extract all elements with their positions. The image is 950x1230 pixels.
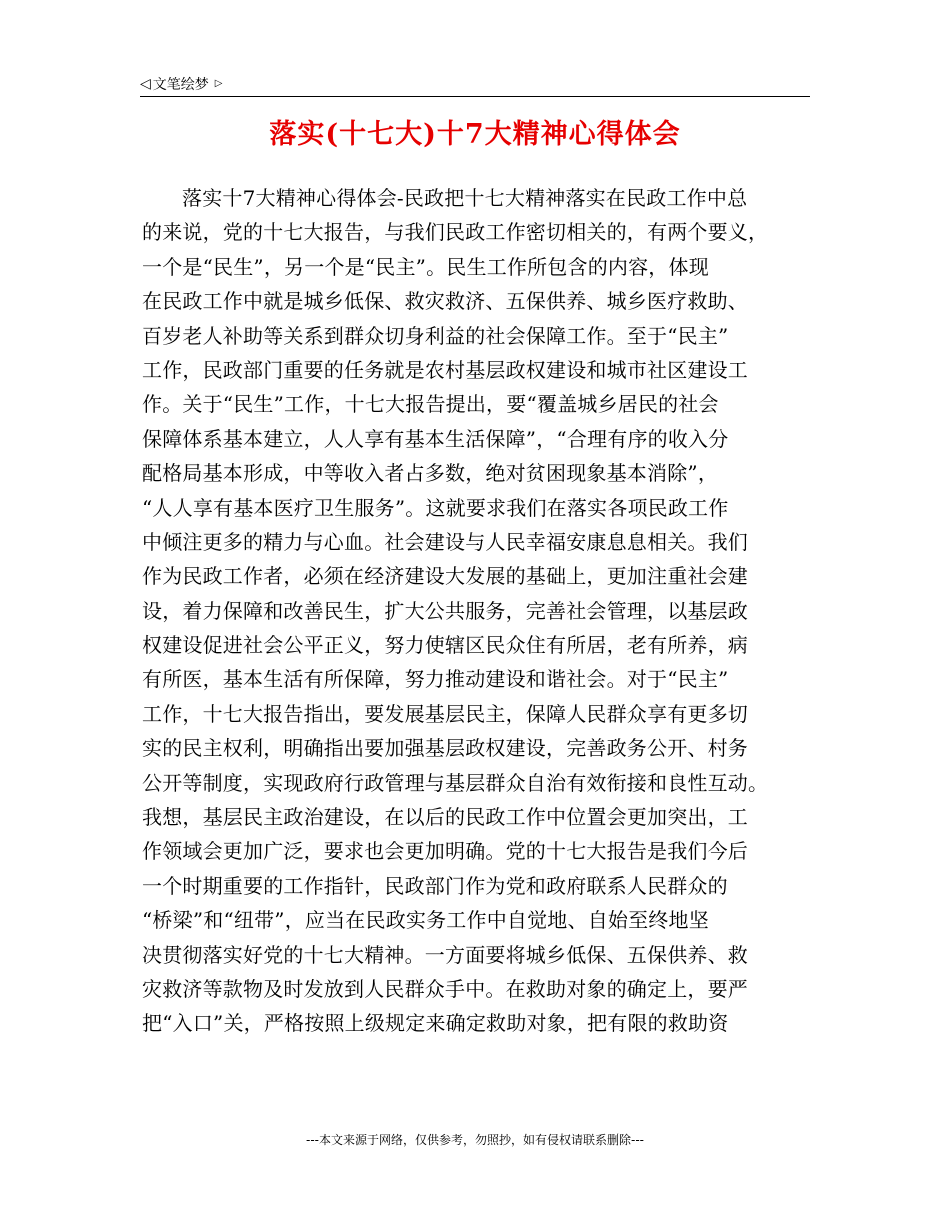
body-line: 灾救济等款物及时发放到人民群众手中。在救助对象的确定上，要严: [142, 976, 748, 1001]
body-line: 落实十7大精神心得体会-民政把十七大精神落实在民政工作中总: [182, 186, 748, 210]
body-line: 工作，十七大报告指出，要发展基层民主，保障人民群众享有更多切: [142, 701, 748, 726]
body-line: 权建设促进社会公平正义，努力使辖区民众住有所居，老有所养，病: [142, 633, 748, 658]
body-line: 一个时期重要的工作指针，民政部门作为党和政府联系人民群众的: [142, 873, 728, 898]
body-line: 实的民主权利，明确指出要加强基层政权建设，完善政务公开、村务: [142, 736, 748, 761]
body-line: 设，着力保障和改善民生，扩大公共服务，完善社会管理，以基层政: [142, 598, 748, 623]
page-footer: ---本文来源于网络，仅供参考，勿照抄，如有侵权请联系删除---: [306, 1133, 644, 1147]
body-line: “桥梁”和“纽带”，应当在民政实务工作中自觉地、自始至终地坚: [142, 908, 709, 933]
body-line: 作领域会更加广泛，要求也会更加明确。党的十七大报告是我们今后: [142, 839, 748, 864]
header-label: 文笔绘梦: [152, 77, 209, 93]
body-line: 百岁老人补助等关系到群众切身利益的社会保障工作。至于“民主”: [142, 323, 729, 348]
triangle-right-icon: ▷: [214, 78, 223, 89]
body-line: 一个是“民生”，另一个是“民主”。民生工作所包含的内容，体现: [142, 254, 709, 279]
body-line: 的来说，党的十七大报告，与我们民政工作密切相关的，有两个要义，: [142, 220, 769, 245]
document-body: [142, 181, 822, 1041]
page-header: [140, 72, 810, 97]
body-line: 把“入口”关，严格按照上级规定来确定救助对象，把有限的救助资: [142, 1011, 729, 1036]
document-title: 落实(十七大)十7大精神心得体会: [269, 119, 681, 150]
body-line: 配格局基本形成，中等收入者占多数，绝对贫困现象基本消除”，: [142, 461, 719, 486]
body-line: 公开等制度，实现政府行政管理与基层群众自治有效衔接和良性互动。: [142, 770, 769, 795]
body-line: 工作，民政部门重要的任务就是农村基层政权建设和城市社区建设工: [142, 357, 748, 382]
body-line: 中倾注更多的精力与心血。社会建设与人民幸福安康息息相关。我们: [142, 529, 748, 554]
body-line: 有所医，基本生活有所保障，努力推动建设和谐社会。对于“民主”: [142, 667, 729, 692]
body-line: 保障体系基本建立，人人享有基本生活保障”，“合理有序的收入分: [142, 426, 729, 451]
body-line: “人人享有基本医疗卫生服务”。这就要求我们在落实各项民政工作: [142, 495, 729, 520]
triangle-left-icon: ◁: [140, 76, 151, 92]
body-line: 决贯彻落实好党的十七大精神。一方面要将城乡低保、五保供养、救: [142, 942, 748, 967]
body-line: 我想，基层民主政治建设，在以后的民政工作中位置会更加突出，工: [142, 805, 748, 830]
body-line: 作。关于“民生”工作，十七大报告提出，要“覆盖城乡居民的社会: [142, 392, 719, 417]
body-line: 作为民政工作者，必须在经济建设大发展的基础上，更加注重社会建: [142, 564, 748, 589]
body-line: 在民政工作中就是城乡低保、救灾救济、五保供养、城乡医疗救助、: [142, 289, 748, 314]
